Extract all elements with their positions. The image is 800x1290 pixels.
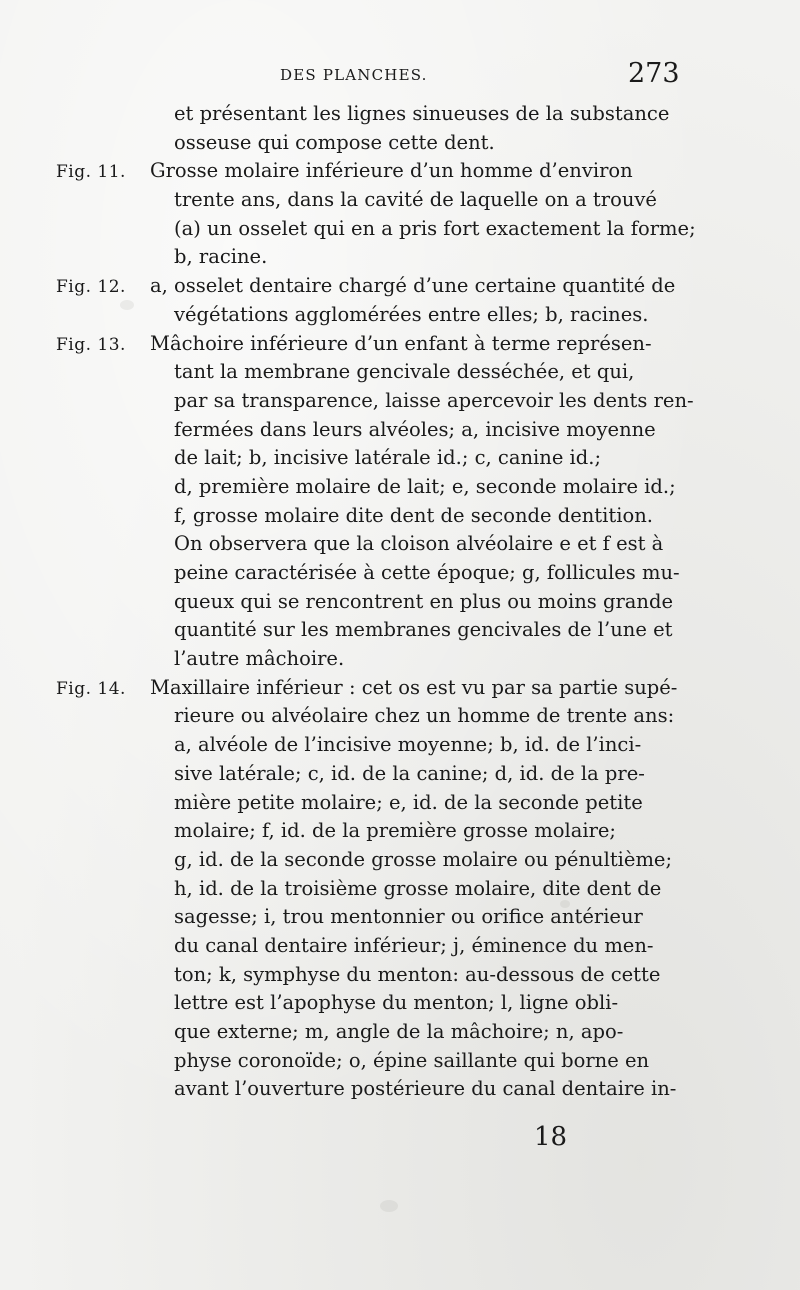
signature-mark: 18	[534, 1122, 568, 1152]
text-line	[56, 272, 678, 301]
figure-caption-text: Maxillaire inférieur : cet os est vu par sa partie supé-	[150, 675, 678, 699]
text-line: l’autre mâchoire.	[174, 647, 345, 671]
text-line: ton; k, symphyse du menton: au-dessous de cette	[174, 962, 661, 986]
text-line: sive latérale; c, id. de la canine; d, id. de la pre-	[174, 761, 645, 785]
text-line: b, racine.	[174, 245, 268, 269]
text-line	[56, 157, 678, 186]
text-line: (a) un osselet qui en a pris fort exactement la forme;	[174, 216, 696, 240]
text-line: et présentant les lignes sinueuses de la substance	[174, 102, 670, 125]
text-line: molaire; f, id. de la première grosse molaire;	[174, 819, 617, 843]
page-number: 273	[628, 58, 680, 89]
text-line: quantité sur les membranes gencivales de l’une et	[174, 618, 673, 642]
text-line: fermées dans leurs alvéoles; a, incisive moyenne	[174, 417, 656, 441]
text-line: physe coronoïde; o, épine saillante qui borne en	[174, 1048, 650, 1072]
text-line: lettre est l’apophyse du menton; l, ligne obli-	[174, 991, 619, 1015]
text-line: mière petite molaire; e, id. de la seconde petite	[174, 790, 643, 814]
text-line	[56, 674, 678, 703]
text-line	[56, 330, 678, 359]
figure-caption-text: a, osselet dentaire chargé d’une certaine quantité de	[150, 274, 676, 298]
text-line: trente ans, dans la cavité de laquelle on a trouvé	[174, 188, 657, 212]
figure-caption-text: Grosse molaire inférieure d’un homme d’environ	[150, 159, 633, 183]
figure-caption-text: Mâchoire inférieure d’un enfant à terme représen-	[150, 331, 652, 355]
figure-label: Fig. 14.	[56, 678, 126, 699]
figure-label: Fig. 11.	[56, 162, 126, 183]
text-line: du canal dentaire inférieur; j, éminence du men-	[174, 933, 654, 957]
figure-label: Fig. 13.	[56, 334, 126, 355]
text-line: a, alvéole de l’incisive moyenne; b, id. de l’inci-	[174, 733, 642, 757]
text-line: osseuse qui compose cette dent.	[174, 130, 495, 154]
text-line: queux qui se rencontrent en plus ou moins grande	[174, 589, 674, 613]
text-line: f, grosse molaire dite dent de seconde dentition.	[174, 503, 653, 527]
text-line: On observera que la cloison alvéolaire e et f est à	[174, 532, 664, 556]
text-line: peine caractérisée à cette époque; g, follicules mu-	[174, 561, 680, 584]
text-line: sagesse; i, trou mentonnier ou orifice antérieur	[174, 905, 643, 929]
running-head: DES PLANCHES.	[280, 66, 428, 84]
text-line: de lait; b, incisive latérale id.; c, canine id.;	[174, 446, 602, 470]
figure-label: Fig. 12.	[56, 277, 126, 298]
text-line: g, id. de la seconde grosse molaire ou pénultième;	[174, 847, 673, 871]
text-line: tant la membrane gencivale desséchée, et qui,	[174, 360, 635, 384]
body-text	[56, 100, 696, 1104]
text-line: h, id. de la troisième grosse molaire, dite dent de	[174, 876, 662, 900]
text-line: d, première molaire de lait; e, seconde molaire id.;	[174, 474, 676, 498]
text-line: avant l’ouverture postérieure du canal dentaire in-	[174, 1077, 677, 1101]
text-line: rieure ou alvéolaire chez un homme de trente ans:	[174, 704, 675, 728]
text-line: que externe; m, angle de la mâchoire; n, apo-	[174, 1020, 624, 1043]
text-line: par sa transparence, laisse apercevoir les dents ren-	[174, 388, 694, 412]
paper-stain	[380, 1200, 398, 1212]
text-line: végétations agglomérées entre elles; b, racines.	[174, 302, 649, 326]
